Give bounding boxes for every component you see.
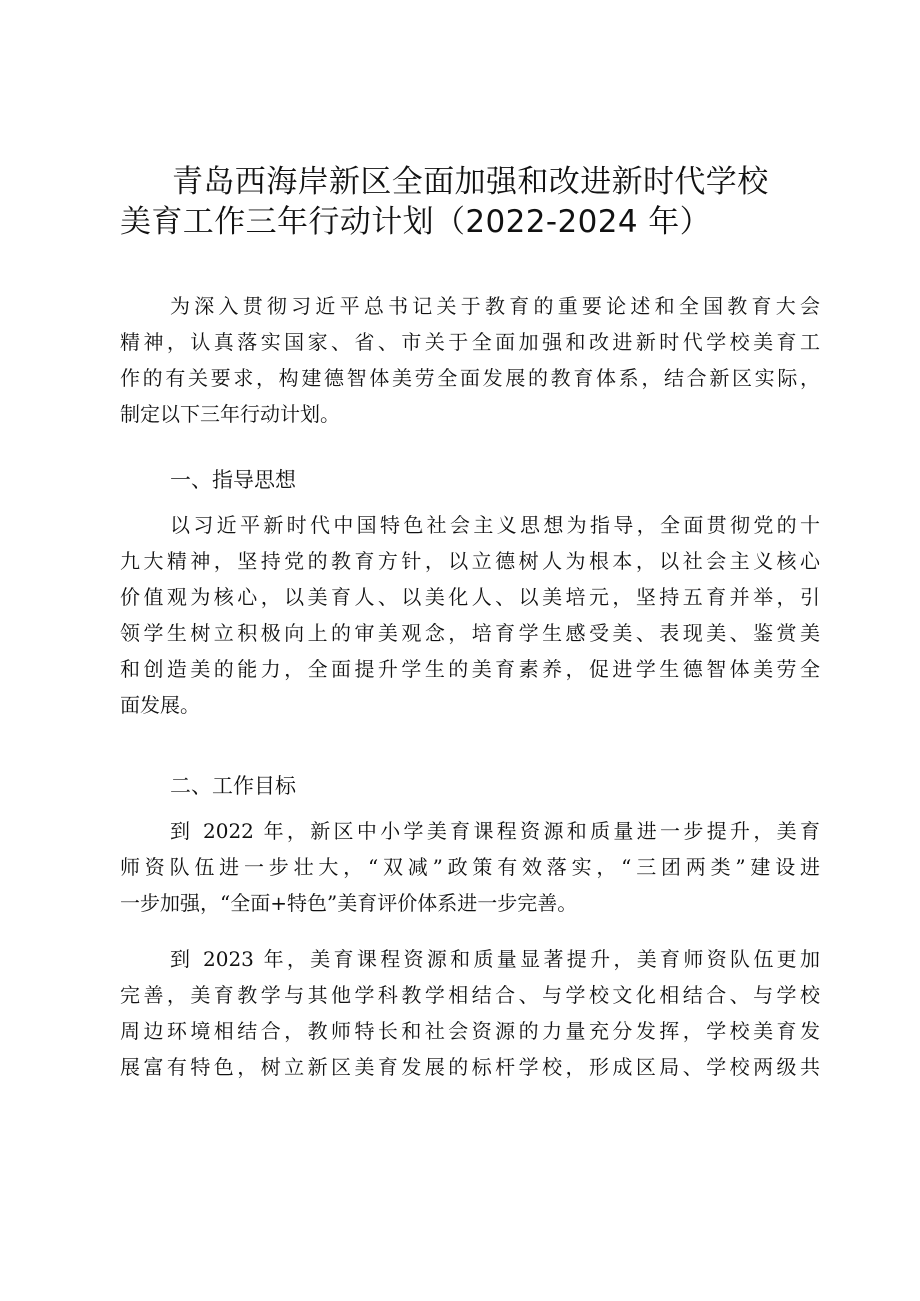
intro-paragraph xyxy=(120,288,820,432)
heading-text: 二、工作目标 xyxy=(170,774,296,798)
text-line: 到 2023 年，美育课程资源和质量显著提升，美育师资队伍更加 xyxy=(170,947,820,971)
goal-2023-paragraph xyxy=(120,941,820,1085)
title-line-1: 青岛西海岸新区全面加强和改进新时代学校 xyxy=(172,164,769,200)
text-line: 到 2022 年，新区中小学美育课程资源和质量进一步提升，美育 xyxy=(170,819,820,843)
text-line: 一步加强，“全面+特色”美育评价体系进一步完善。 xyxy=(120,891,578,915)
text-line: 完善，美育教学与其他学科教学相结合、与学校文化相结合、与学校 xyxy=(120,983,820,1007)
heading-text: 一、指导思想 xyxy=(170,468,296,492)
guiding-ideology-paragraph xyxy=(120,507,820,723)
text-line: 展富有特色，树立新区美育发展的标杆学校，形成区局、学校两级共 xyxy=(120,1055,820,1079)
text-line: 师资队伍进一步壮大，“双减”政策有效落实，“三团两类”建设进 xyxy=(120,855,820,879)
document-title xyxy=(120,162,820,242)
text-line: 领学生树立积极向上的审美观念，培育学生感受美、表现美、鉴赏美 xyxy=(120,621,820,645)
text-line: 周边环境相结合，教师特长和社会资源的力量充分发挥，学校美育发 xyxy=(120,1019,820,1043)
text-line: 作的有关要求，构建德智体美劳全面发展的教育体系，结合新区实际， xyxy=(120,366,820,390)
text-line: 以习近平新时代中国特色社会主义思想为指导，全面贯彻党的十 xyxy=(170,513,820,537)
text-line: 九大精神，坚持党的教育方针，以立德树人为根本，以社会主义核心 xyxy=(120,549,820,573)
section-heading-work-goals xyxy=(120,768,820,804)
goal-2022-paragraph xyxy=(120,813,820,921)
text-line: 为深入贯彻习近平总书记关于教育的重要论述和全国教育大会 xyxy=(170,294,820,318)
text-line: 价值观为核心，以美育人、以美化人、以美培元，坚持五育并举，引 xyxy=(120,585,820,609)
text-line: 制定以下三年行动计划。 xyxy=(120,402,340,426)
section-heading-guiding-ideology xyxy=(120,462,820,498)
text-line: 面发展。 xyxy=(120,693,200,717)
title-line-2: 美育工作三年行动计划（2022-2024 年） xyxy=(120,204,712,240)
text-line: 精神，认真落实国家、省、市关于全面加强和改进新时代学校美育工 xyxy=(120,330,820,354)
text-line: 和创造美的能力，全面提升学生的美育素养，促进学生德智体美劳全 xyxy=(120,657,820,681)
